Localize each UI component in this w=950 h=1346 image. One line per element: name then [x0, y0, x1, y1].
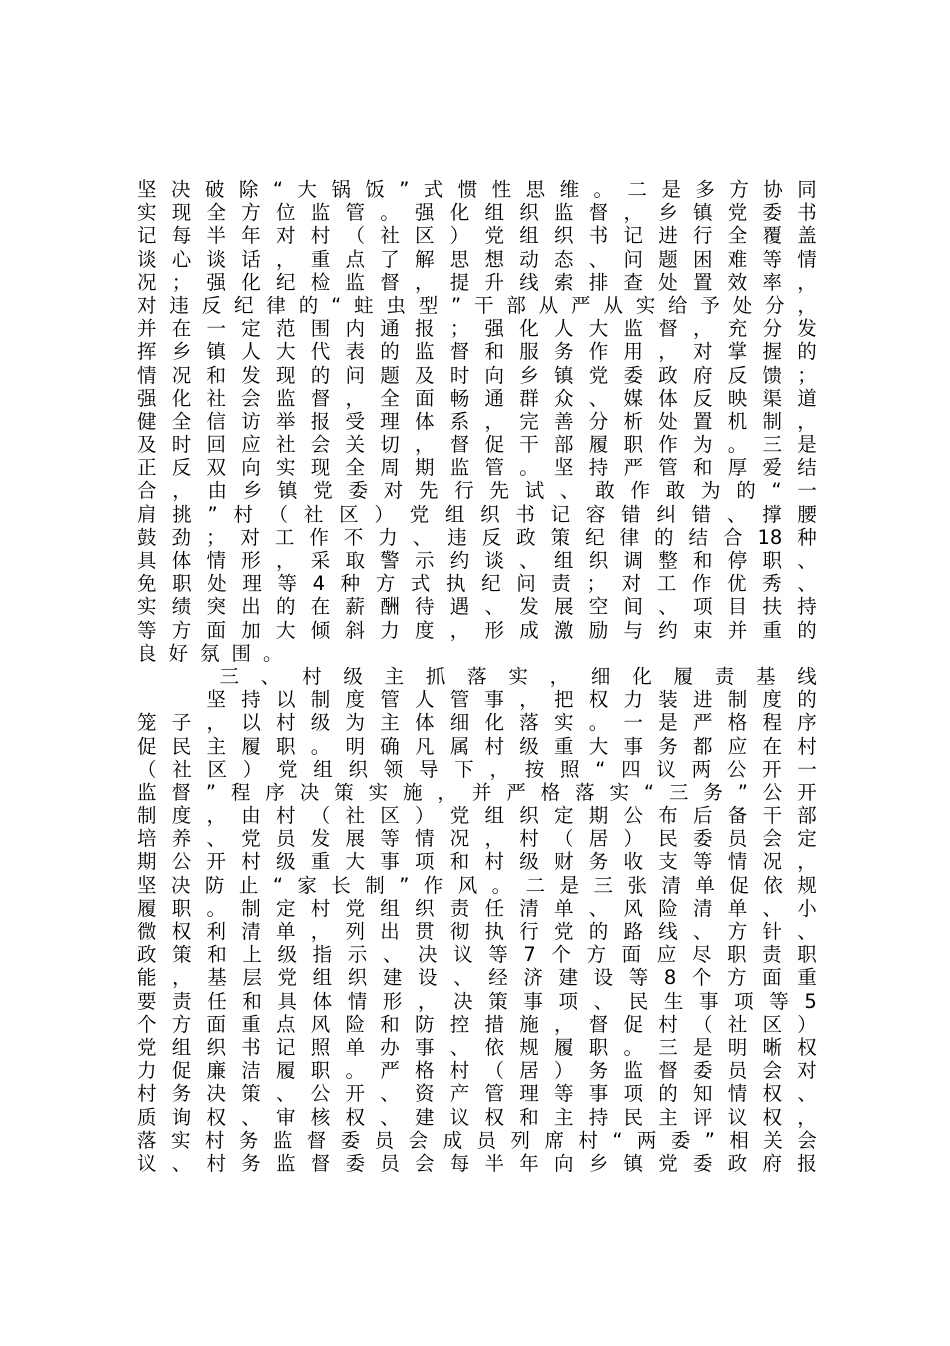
text-line: 挥 乡 镇 人 大 代 表 的 监 督 和 服 务 作 用 ， 对 掌 握 的 [137, 340, 817, 364]
text-line: 合 ， 由 乡 镇 党 委 对 先 行 先 试 、 敢 作 敢 为 的 “ 一 [137, 479, 817, 503]
text-line: 免 职 处 理 等 4 种 方 式 执 纪 问 责 ； 对 工 作 优 秀 、 [137, 572, 817, 596]
text-line: 力 促 廉 洁 履 职 。 严 格 村 （ 居 ） 务 监 督 委 员 会 对 [137, 1059, 817, 1083]
text-line: 三 、 村 级 主 抓 落 实 ， 细 化 履 责 基 线 [219, 664, 817, 688]
text-line: 坚 持 以 制 度 管 人 管 事 ， 把 权 力 装 进 制 度 的 [206, 688, 817, 712]
text-line: （ 社 区 ） 党 组 织 领 导 下 ， 按 照 “ 四 议 两 公 开 一 [137, 757, 817, 781]
text-line: 鼓 劲 ； 对 工 作 不 力 、 违 反 政 策 纪 律 的 结 合 18 种 [137, 525, 817, 549]
text-line: 村 务 决 策 、 公 开 、 资 产 管 理 等 事 项 的 知 情 权 、 [137, 1082, 817, 1106]
text-line: 政 策 和 上 级 指 示 、 决 议 等 7 个 方 面 应 尽 职 责 职 [137, 943, 817, 967]
text-line: 正 反 双 向 实 现 全 周 期 监 管 。 坚 持 严 管 和 厚 爱 结 [137, 456, 817, 480]
text-line: 谈 心 谈 话 ， 重 点 了 解 思 想 动 态 、 问 题 困 难 等 情 [137, 247, 817, 271]
text-line: 监 督 ” 程 序 决 策 实 施 ， 并 严 格 落 实 “ 三 务 ” 公 开 [137, 780, 817, 804]
text-line: 培 养 、 党 员 发 展 等 情 况 ， 村 （ 居 ） 民 委 员 会 定 [137, 827, 817, 851]
text-line: 党 组 织 书 记 照 单 办 事 、 依 规 履 职 。 三 是 明 晰 权 [137, 1035, 817, 1059]
text-line: 议 、 村 务 监 督 委 员 会 每 半 年 向 乡 镇 党 委 政 府 报 [137, 1151, 817, 1175]
text-line: 况 ； 强 化 纪 检 监 督 ， 提 升 线 索 排 查 处 置 效 率 ， [137, 270, 817, 294]
text-line: 实 绩 突 出 的 在 薪 酬 待 遇 、 发 展 空 间 、 项 目 扶 持 [137, 595, 817, 619]
text-line: 强 化 社 会 监 督 ， 全 面 畅 通 群 众 、 媒 体 反 映 渠 道 [137, 386, 817, 410]
text-line: 记 每 半 年 对 村 （ 社 区 ） 党 组 织 书 记 进 行 全 覆 盖 [137, 224, 817, 248]
document-body [137, 178, 817, 1175]
text-line: 对 违 反 纪 律 的 “ 蛀 虫 型 ” 干 部 从 严 从 实 给 予 处 分 ， [137, 293, 817, 317]
text-line: 并 在 一 定 范 围 内 通 报 ； 强 化 人 大 监 督 ， 充 分 发 [137, 317, 817, 341]
text-line: 肩 挑 ” 村 （ 社 区 ） 党 组 织 书 记 容 错 纠 错 、 撑 腰 [137, 502, 817, 526]
text-line: 微 权 利 清 单 ， 列 出 贯 彻 执 行 党 的 路 线 、 方 针 、 [137, 920, 817, 943]
text-line: 能 ， 基 层 党 组 织 建 设 、 经 济 建 设 等 8 个 方 面 重 [137, 966, 817, 990]
text-line: 个 方 面 重 点 风 险 和 防 控 措 施 ， 督 促 村 （ 社 区 ） [137, 1012, 817, 1036]
text-line: 质 询 权 、 审 核 权 、 建 议 权 和 主 持 民 主 评 议 权 ， [137, 1105, 817, 1129]
text-line: 良好氛围。 [137, 641, 295, 665]
text-line: 具 体 情 形 ， 采 取 警 示 约 谈 、 组 织 调 整 和 停 职 、 [137, 549, 817, 572]
text-line: 坚 决 破 除 “ 大 锅 饭 ” 式 惯 性 思 维 。 二 是 多 方 协 同 [137, 178, 817, 201]
text-line: 实 现 全 方 位 监 管 。 强 化 组 织 监 督 ， 乡 镇 党 委 书 [137, 201, 817, 225]
text-line: 促 民 主 履 职 。 明 确 凡 属 村 级 重 大 事 务 都 应 在 村 [137, 734, 817, 758]
text-line: 制 度 ， 由 村 （ 社 区 ） 党 组 织 定 期 公 布 后 备 干 部 [137, 804, 817, 828]
text-line: 坚 决 防 止 “ 家 长 制 ” 作 风 。 二 是 三 张 清 单 促 依 规 [137, 873, 817, 897]
text-line: 等 方 面 加 大 倾 斜 力 度 ， 形 成 激 励 与 约 束 并 重 的 [137, 618, 817, 642]
text-line: 要 责 任 和 具 体 情 形 ， 决 策 事 项 、 民 生 事 项 等 5 [137, 989, 817, 1013]
text-line: 笼 子 ， 以 村 级 为 主 体 细 化 落 实 。 一 是 严 格 程 序 [137, 711, 817, 735]
text-line: 期 公 开 村 级 重 大 事 项 和 村 级 财 务 收 支 等 情 况 ， [137, 850, 817, 874]
text-line: 落 实 村 务 监 督 委 员 会 成 员 列 席 村 “ 两 委 ” 相 关 会 [137, 1128, 817, 1152]
text-line: 健 全 信 访 举 报 受 理 体 系 ， 完 善 分 析 处 置 机 制 ， [137, 409, 817, 433]
text-line: 情 况 和 发 现 的 问 题 及 时 向 乡 镇 党 委 政 府 反 馈 ； [137, 363, 817, 387]
text-line: 履 职 。 制 定 村 党 组 织 责 任 清 单 、 风 险 清 单 、 小 [137, 896, 817, 920]
text-line: 及 时 回 应 社 会 关 切 ， 督 促 干 部 履 职 作 为 。 三 是 [137, 433, 817, 457]
